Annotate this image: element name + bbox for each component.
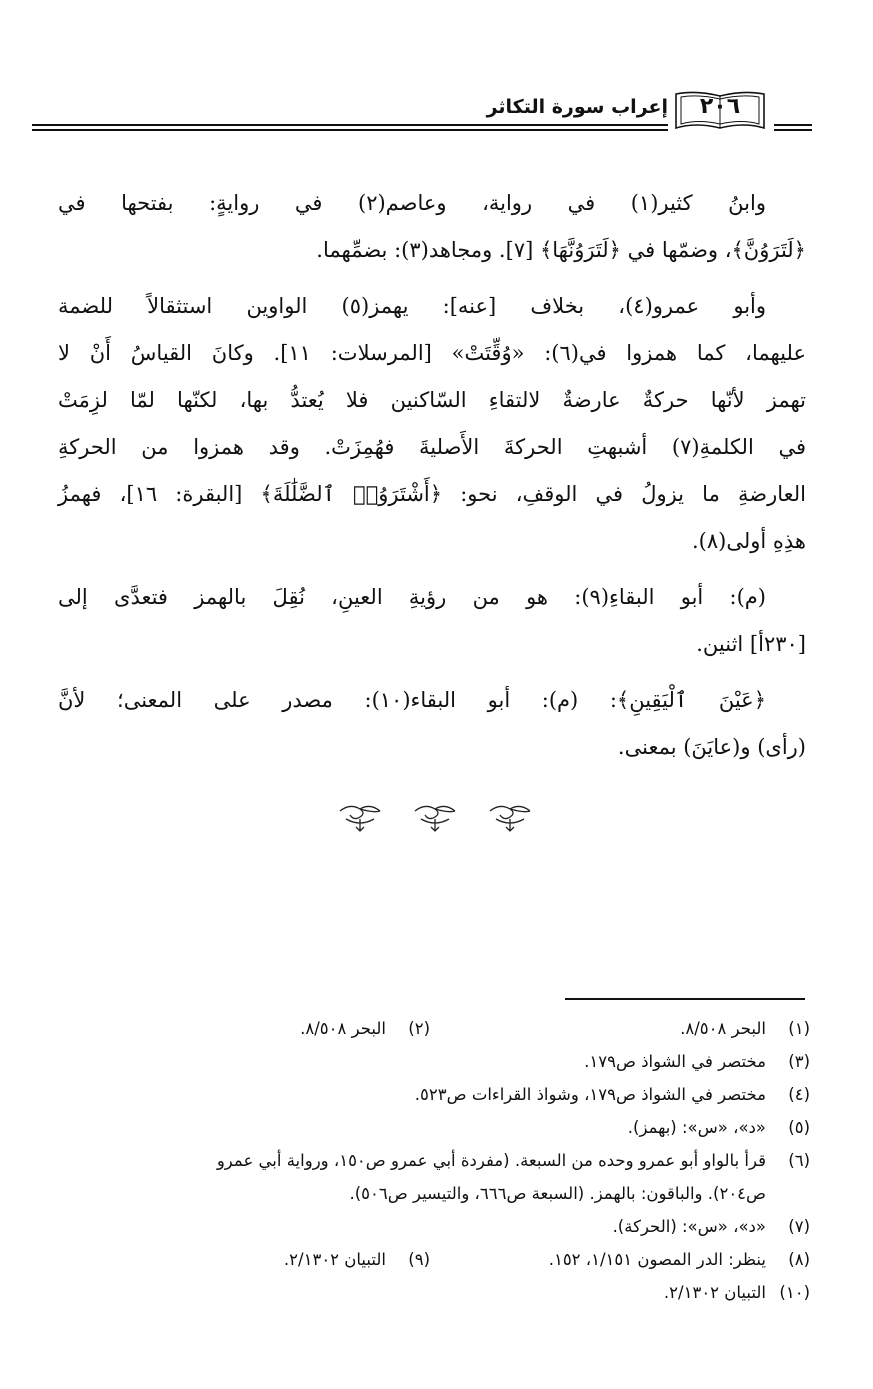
paragraph (58, 677, 806, 771)
text-line: وأبو عمرو(٤)، بخلاف [عنه]: يهمز(٥) الواوين استثقالاً للضمة (58, 294, 767, 318)
header-rule (32, 129, 668, 131)
footnote (60, 1144, 810, 1210)
text-line: ﴿لَتَرَوُنَّ﴾، وضمّها في ﴿لَتَرَوُنَّهَا﴾ [٧]. ومجاهد(٣): بضمِّهما. (316, 238, 806, 262)
paragraph (58, 283, 806, 565)
text-line: وابنُ كثير(١) في رواية، وعاصم(٢) في روايةٍ: بفتحها في (58, 191, 766, 215)
footnote-text: التبيان ٢/١٣٠٢. (663, 1283, 766, 1302)
text-line: في الكلمةِ(٧) أشبهتِ الحركةَ الأَصليةَ فهُمِزَتْ. وقد همزوا من الحركةِ (58, 435, 806, 459)
footnote-text: مختصر في الشواذ ص١٧٩، وشواذ القراءات ص٥٢٣. (414, 1085, 766, 1104)
paragraph (58, 574, 806, 668)
text-line: العارضةِ ما يزولُ في الوقفِ، نحو: ﴿أَشْتَرَوُا۟ ٱلضَّلَٰلَةَ﴾ [البقرة: ١٦]، فهمزُ (58, 482, 806, 506)
header-rule (32, 124, 668, 126)
text-line: ﴿عَيْنَ ٱلْيَقِينِ﴾: (م): أبو البقاء(١٠): مصدر على المعنى؛ لأنَّ (58, 688, 766, 712)
footnote-number: (١٠) (779, 1283, 810, 1302)
footnote (60, 1111, 810, 1144)
footnote-text: البحر ٨/٥٠٨. (680, 1019, 766, 1038)
footnote-number: (٣) (788, 1052, 810, 1071)
footnote (60, 1045, 810, 1078)
footnote-number: (٤) (788, 1085, 810, 1104)
footnote (60, 1210, 810, 1243)
footnote-text: البحر ٨/٥٠٨. (300, 1019, 386, 1038)
header-rule (774, 124, 812, 126)
footnote-row (60, 1243, 810, 1276)
page-header (32, 88, 808, 132)
footnote-text: مختصر في الشواذ ص١٧٩. (584, 1052, 766, 1071)
text-line: (رأى) و(عايَنَ) بمعنى. (617, 735, 806, 759)
footnote-number: (٩) (408, 1250, 430, 1269)
footnote-text-line: ص٢٠٤). والباقون: بالهمز. (السبعة ص٦٦٦، والتيسير ص٥٠٦). (349, 1184, 766, 1203)
footnote-text: «د»، «س»: (الحركة). (612, 1217, 766, 1236)
text-line: (م): أبو البقاءِ(٩): هو من رؤيةِ العينِ، نُقِلَ بالهمز فتعدَّى إلى (58, 585, 766, 609)
footnotes (60, 1012, 810, 1309)
footnote-number: (٢) (408, 1019, 430, 1038)
footnote (60, 1078, 810, 1111)
text-line: هذِهِ أولى(٨). (691, 529, 806, 553)
running-title: إعراب سورة التكاثر (486, 96, 668, 118)
footnote (60, 1276, 810, 1309)
footnote-row (60, 1012, 810, 1045)
footnote-separator (565, 998, 805, 1000)
paragraph (58, 180, 806, 274)
header-rule (774, 129, 812, 131)
footnote-text (60, 1144, 766, 1210)
footnote-number: (٥) (788, 1118, 810, 1137)
body-text (58, 180, 806, 771)
flourish-icon (330, 797, 540, 837)
footnote-number: (٦) (788, 1151, 810, 1170)
section-divider-ornament (330, 797, 540, 837)
footnote-text: التبيان ٢/١٣٠٢. (283, 1250, 386, 1269)
footnote-number: (٨) (788, 1250, 810, 1269)
text-line: عليهما، كما همزوا في(٦): «وُقِّتَتْ» [المرسلات: ١١]. وكانَ القياسُ أَنْ لا (58, 341, 806, 365)
text-line: [٢٣٠أ] اثنين. (696, 632, 806, 656)
page-number: ٢٠٦ (699, 94, 741, 119)
footnote-number: (١) (788, 1019, 810, 1038)
page-number-frame (672, 88, 768, 132)
text-line: تهمز لأنّها حركةٌ عارضةٌ لالتقاءِ السّاكنين فلا يُعتدُّ بها، لكنّها لمّا لزِمَتْ (58, 388, 806, 412)
footnote-text: ينظر: الدر المصون ١/١٥١، ١٥٢. (548, 1250, 766, 1269)
footnote-number: (٧) (788, 1217, 810, 1236)
footnote-text-line: قرأ بالواو أبو عمرو وحده من السبعة. (مفردة أبي عمرو ص١٥٠، ورواية أبي عمرو (216, 1151, 766, 1170)
footnote-text: «د»، «س»: (بهمز). (627, 1118, 766, 1137)
